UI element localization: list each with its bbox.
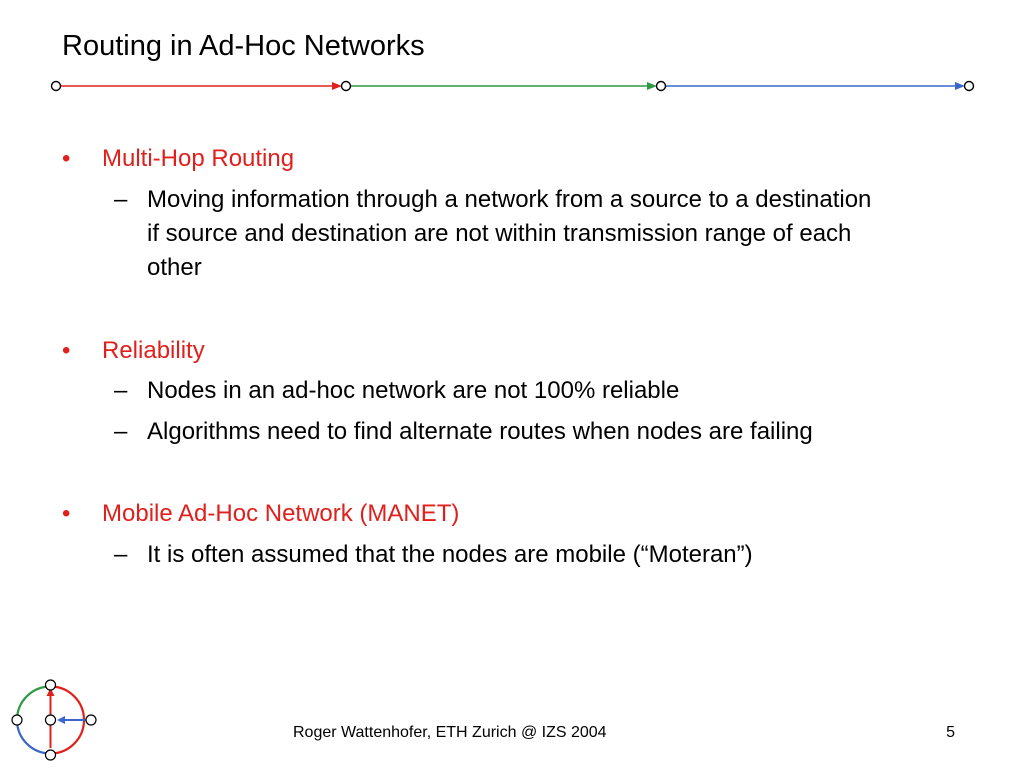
- sub-bullet-text: Nodes in an ad-hoc network are not 100% reliable: [147, 377, 680, 404]
- bullet-marker: •: [62, 500, 71, 527]
- bullet-marker: •: [62, 145, 71, 172]
- page-number: 5: [946, 724, 955, 741]
- sub-bullet-reliability-2: [114, 415, 914, 449]
- bullet-heading: Multi-Hop Routing: [102, 145, 295, 172]
- sub-bullet-reliability-1: [114, 374, 914, 408]
- bullet-heading: Mobile Ad-Hoc Network (MANET): [102, 500, 460, 527]
- sub-bullet-multi-hop-1: [114, 183, 914, 285]
- sub-bullet-text: Moving information through a network from a source to a destination if source and destination are not within transmission range of each other: [147, 186, 872, 281]
- sub-bullet-text: Algorithms need to find alternate routes when nodes are failing: [147, 418, 813, 445]
- sub-bullet-manet-1: [114, 538, 914, 572]
- sub-bullet-text: It is often assumed that the nodes are mobile (“Moteran”): [147, 541, 753, 568]
- sub-bullet-dash: –: [114, 541, 128, 568]
- sub-bullet-dash: –: [114, 418, 128, 445]
- slide-title: Routing in Ad-Hoc Networks: [62, 30, 425, 62]
- network-graph-logo-icon: [8, 678, 100, 770]
- footer-text: Roger Wattenhofer, ETH Zurich @ IZS 2004: [293, 724, 607, 741]
- bullet-marker: •: [62, 337, 71, 364]
- sub-bullet-dash: –: [114, 377, 128, 404]
- bullet-heading: Reliability: [102, 337, 205, 364]
- sub-bullet-dash: –: [114, 186, 128, 213]
